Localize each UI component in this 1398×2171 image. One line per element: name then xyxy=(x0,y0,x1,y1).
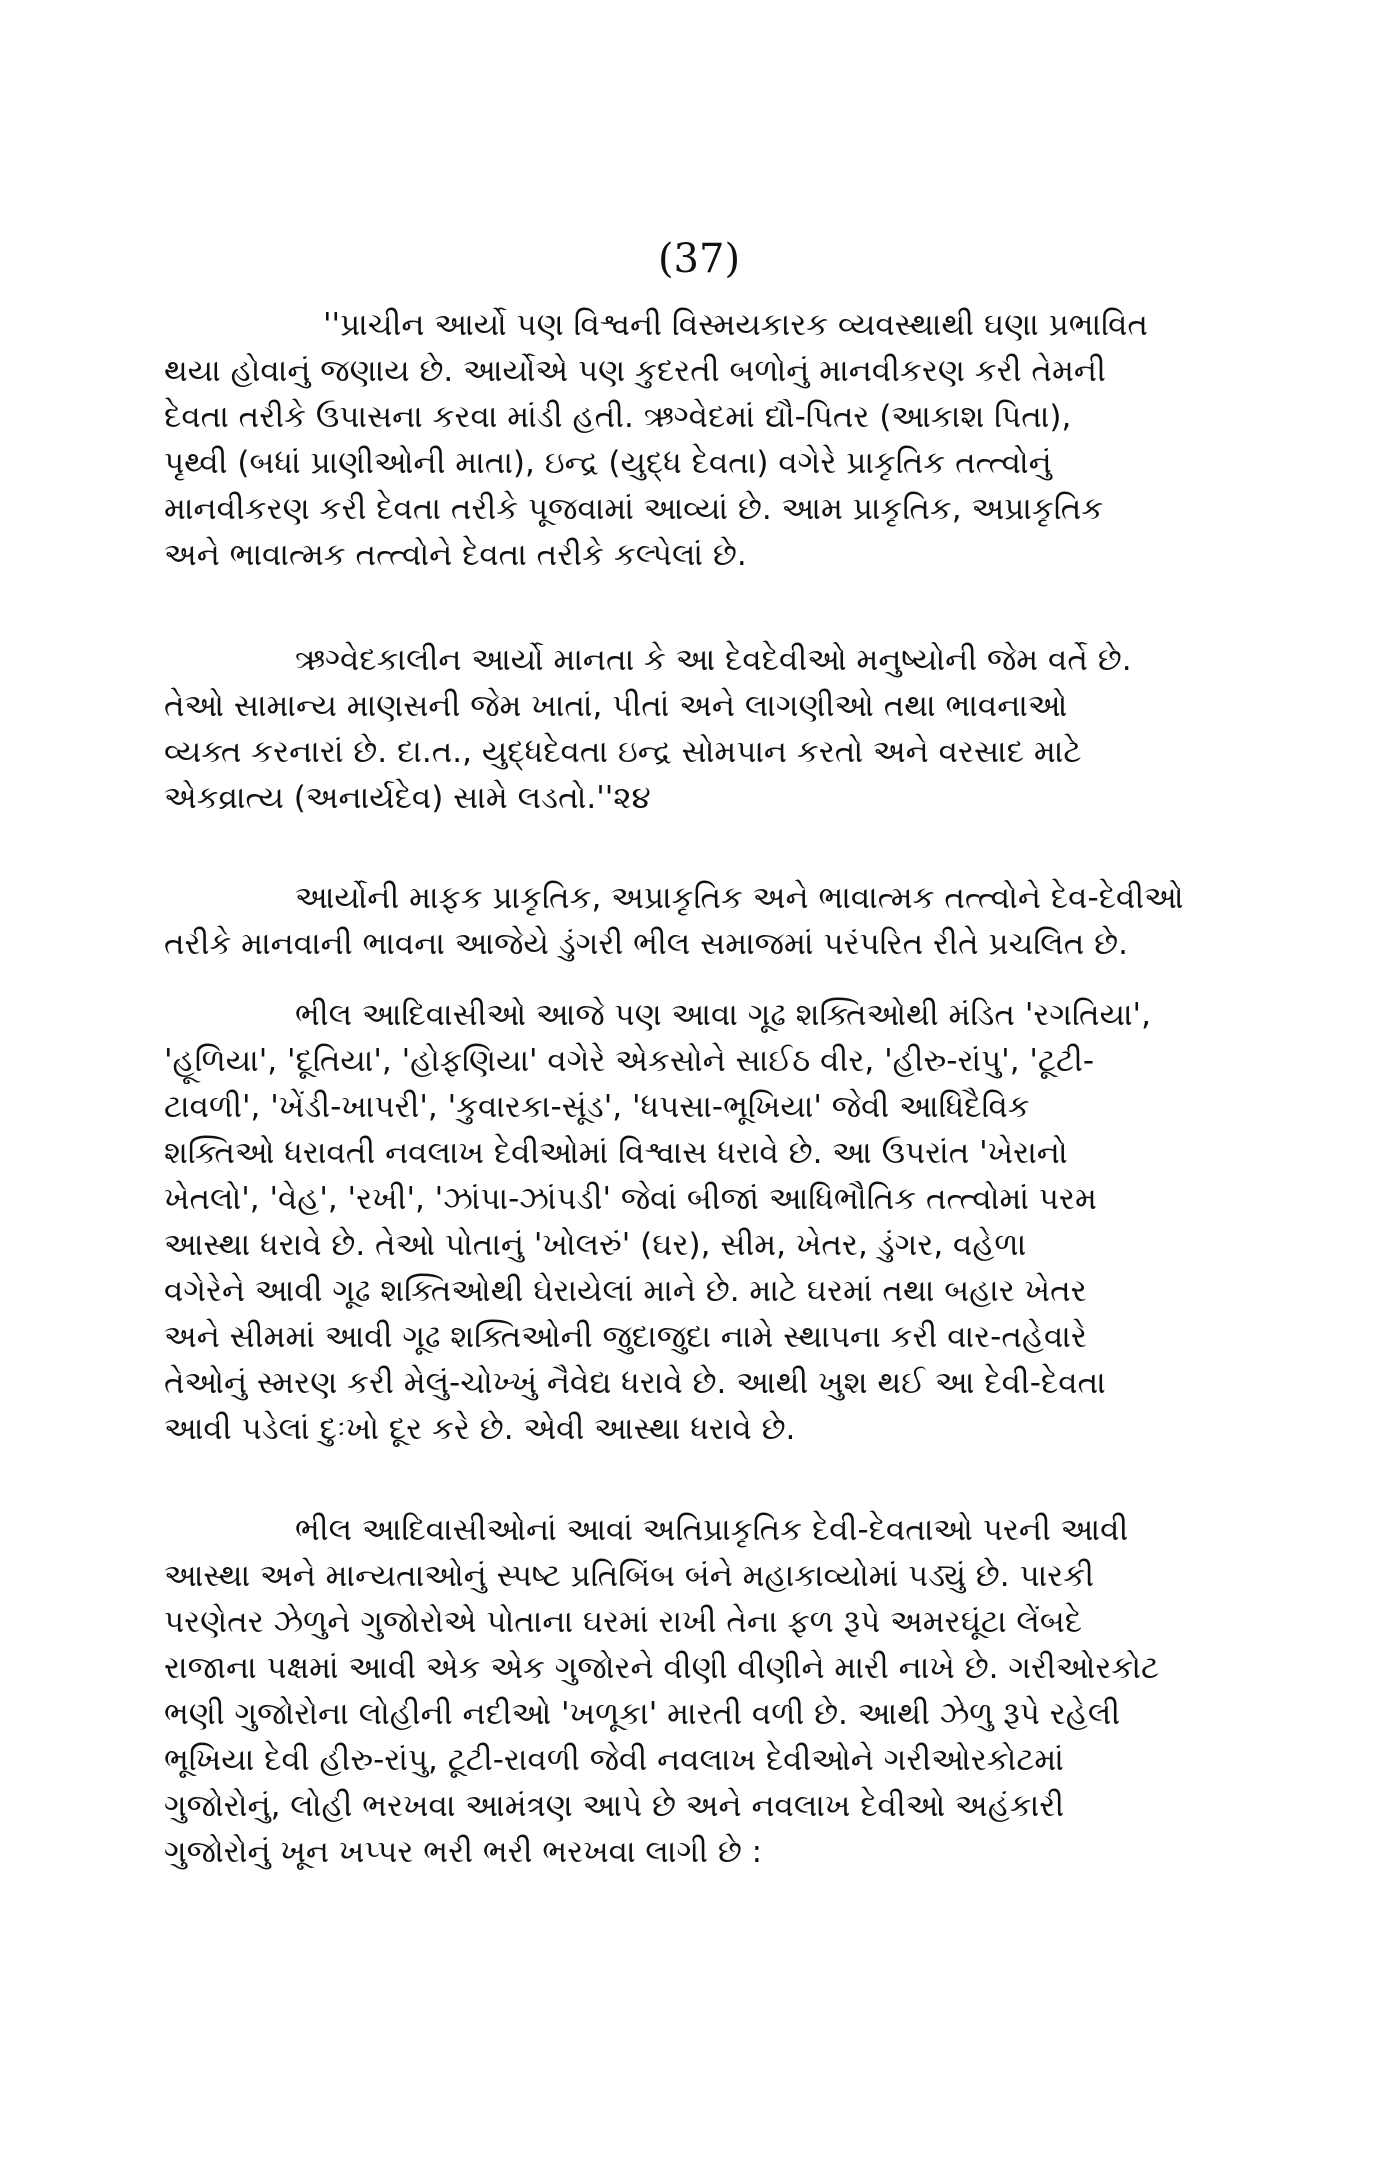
text-line: ગુજોરોનું ખૂન ખપ્પર ભરી ભરી ભરખવા લાગી છે : xyxy=(164,1834,763,1870)
text-line: પરણેતર ઝેળુને ગુજોરોએ પોતાના ઘરમાં રાખી તેના ફળ રૂપે અમરઘૂંટા લેંબદે xyxy=(164,1604,1083,1640)
text-line: શક્તિઓ ધરાવતી નવલાખ દેવીઓમાં વિશ્વાસ ધરાવે છે. આ ઉપરાંત 'ખેરાનો xyxy=(164,1135,1068,1171)
paragraph-2 xyxy=(0,637,1398,821)
text-line: તેઓ સામાન્ય માણસની જેમ ખાતાં, પીતાં અને લાગણીઓ તથા ભાવનાઓ xyxy=(164,688,1068,724)
text-line: ખેતલો', 'વેહ', 'રખી', 'ઝાંપા-ઝાંપડી' જેવાં બીજાં આધિભૌતિક તત્ત્વોમાં પરમ xyxy=(164,1181,1097,1217)
paragraph-5 xyxy=(0,1507,1398,1875)
text-line: 'હૂળિયા', 'દૂતિયા', 'હોફણિયા' વગેરે એકસોને સાઈઠ વીર, 'હીરુ-રાંપુ', 'ટૂટી- xyxy=(164,1043,1095,1079)
text-line: ટાવળી', 'ખેંડી-ખાપરી', 'કુવારકા-સૂંડ', 'ધપસા-ભૂખિયા' જેવી આધિદૈવિક xyxy=(164,1089,1030,1125)
paragraph-3 xyxy=(0,875,1398,967)
page-number: (37) xyxy=(657,236,741,282)
text-line: આર્યોની માફક પ્રાકૃતિક, અપ્રાકૃતિક અને ભાવાત્મક તત્ત્વોને દેવ-દેવીઓ xyxy=(295,880,1184,916)
text-line: દેવતા તરીકે ઉપાસના કરવા માંડી હતી. ઋગ્વેદમાં દ્યૌ-પિતર (આકાશ પિતા), xyxy=(164,399,1072,435)
text-line: ''પ્રાચીન આર્યો પણ વિશ્વની વિસ્મયકારક વ્યવસ્થાથી ઘણા પ્રભાવિત xyxy=(323,307,1148,343)
text-line: એકવ્રાત્ય (અનાર્યદેવ) સામે લડતો.''૨૪ xyxy=(164,780,651,816)
text-line: આસ્થા અને માન્યતાઓનું સ્પષ્ટ પ્રતિબિંબ બંને મહાકાવ્યોમાં પડ્યું છે. પારકી xyxy=(164,1558,1094,1594)
text-line: અને ભાવાત્મક તત્ત્વોને દેવતા તરીકે કલ્પેલાં છે. xyxy=(164,537,747,573)
paragraph-4 xyxy=(0,992,1398,1452)
text-line: રાજાના પક્ષમાં આવી એક એક ગુજોરને વીણી વીણીને મારી નાખે છે. ગરીઓરકોટ xyxy=(164,1650,1160,1686)
text-line: ભીલ આદિવાસીઓ આજે પણ આવા ગૂઢ શક્તિઓથી મંડિત 'રગતિયા', xyxy=(295,997,1151,1033)
text-line: તરીકે માનવાની ભાવના આજેયે ડુંગરી ભીલ સમાજમાં પરંપરિત રીતે પ્રચલિત છે. xyxy=(164,926,1128,962)
text-line: આસ્થા ધરાવે છે. તેઓ પોતાનું 'ખોલરું' (ઘર), સીમ, ખેતર, ડુંગર, વહેળા xyxy=(164,1227,1027,1263)
text-line: પૃથ્વી (બધાં પ્રાણીઓની માતા), ઇન્દ્ર (યુદ્ધ દેવતા) વગેરે પ્રાકૃતિક તત્ત્વોનું xyxy=(164,445,1052,481)
text-line: વગેરેને આવી ગૂઢ શક્તિઓથી ઘેરાયેલાં માને છે. માટે ઘરમાં તથા બહાર ખેતર xyxy=(164,1273,1087,1309)
text-line: તેઓનું સ્મરણ કરી મેલું-ચોખ્ખું નૈવેદ્ય ધરાવે છે. આથી ખુશ થઈ આ દેવી-દેવતા xyxy=(164,1365,1106,1401)
paragraph-1 xyxy=(0,302,1398,578)
text-line: ભીલ આદિવાસીઓનાં આવાં અતિપ્રાકૃતિક દેવી-દેવતાઓ પરની આવી xyxy=(295,1512,1129,1548)
text-line: ઋગ્વેદકાલીન આર્યો માનતા કે આ દેવદેવીઓ મનુષ્યોની જેમ વર્તે છે. xyxy=(295,642,1132,678)
text-line: આવી પડેલાં દુઃખો દૂર કરે છે. એવી આસ્થા ધરાવે છે. xyxy=(164,1411,796,1447)
text-line: થયા હોવાનું જણાય છે. આર્યોએ પણ કુદરતી બળોનું માનવીકરણ કરી તેમની xyxy=(164,353,1106,389)
text-line: અને સીમમાં આવી ગૂઢ શક્તિઓની જુદાજુદા નામે સ્થાપના કરી વાર-તહેવારે xyxy=(164,1319,1087,1355)
text-line: માનવીકરણ કરી દેવતા તરીકે પૂજવામાં આવ્યાં છે. આમ પ્રાકૃતિક, અપ્રાકૃતિક xyxy=(164,491,1104,527)
text-line: ભણી ગુજોરોના લોહીની નદીઓ 'ખળૂકા' મારતી વળી છે. આથી ઝેળુ રૂપે રહેલી xyxy=(164,1696,1121,1732)
text-line: ભૂખિયા દેવી હીરુ-રાંપુ, ટૂટી-રાવળી જેવી નવલાખ દેવીઓને ગરીઓરકોટમાં xyxy=(164,1742,1064,1778)
text-line: વ્યક્ત કરનારાં છે. દા.ત., યુદ્ધદેવતા ઇન્દ્ર સોમપાન કરતો અને વરસાદ માટે xyxy=(164,734,1082,770)
text-line: ગુજોરોનું, લોહી ભરખવા આમંત્રણ આપે છે અને નવલાખ દેવીઓ અહંકારી xyxy=(164,1788,1065,1824)
